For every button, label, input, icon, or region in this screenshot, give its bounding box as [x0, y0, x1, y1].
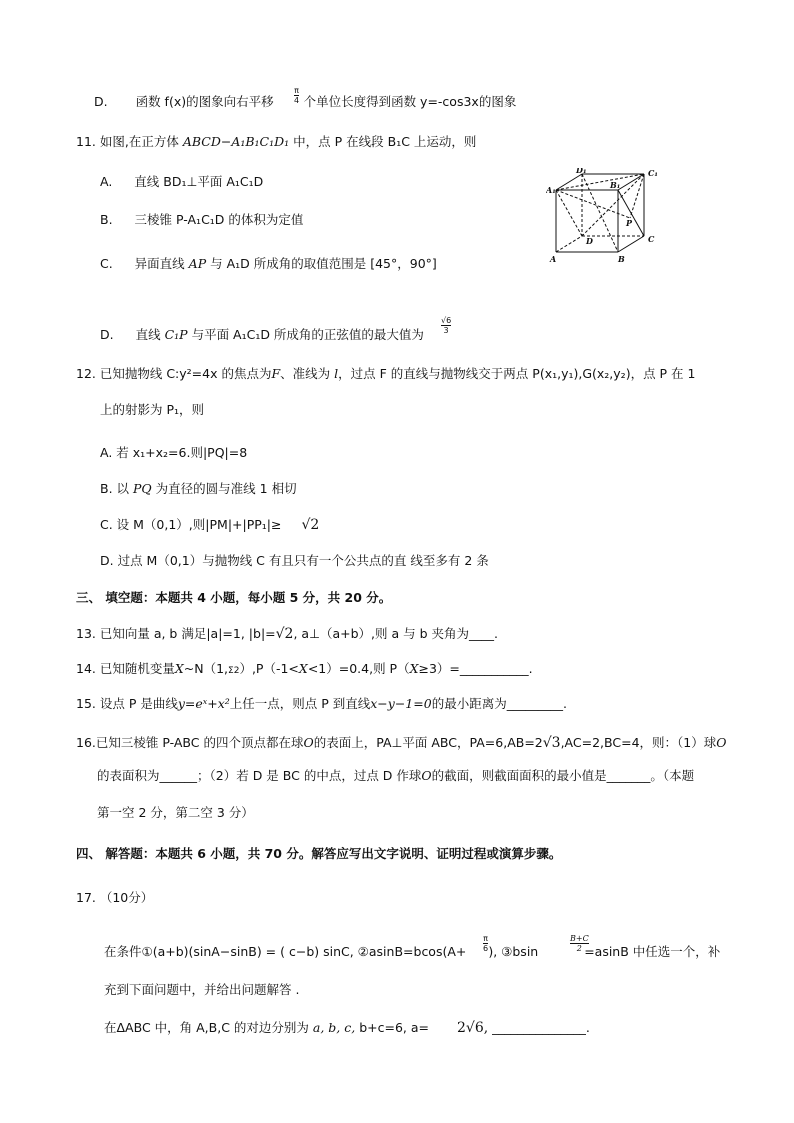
answer-blank: _________ [506, 696, 563, 711]
question-text-2: ~N（1, [183, 661, 229, 676]
q17-title: 17. （10分） [76, 890, 154, 905]
question-text-2: 上任一点，则点 P 到直线 [229, 696, 371, 711]
q17-pi-over-6 [483, 934, 488, 953]
question-text-3: ）,P（-1< [239, 661, 299, 676]
sigma-squared: Σ2 [228, 666, 240, 676]
question-text-2: 的表面上，PA⊥平面 ABC，PA=6,AB=2 [313, 735, 543, 750]
fraction-denominator: 6 [483, 944, 489, 953]
option-text-2: 个单位长度得到函数 y=-cos3x的图象 [303, 94, 517, 109]
question-text-4: 。（本题 [650, 768, 695, 783]
option-label: B. [100, 212, 113, 227]
question-text-3: ，过点 F 的直线与抛物线交于两点 P(x₁,y₁),G(x₂,y₂)，点 P 在 1 [338, 366, 696, 381]
question-text: 15. 设点 P 是曲线 [76, 696, 178, 711]
hidden-edge [556, 190, 630, 218]
fraction-numerator: B+C [570, 934, 589, 943]
q11-option-c [100, 256, 437, 272]
sphere-o: O [421, 768, 432, 783]
edge [556, 174, 582, 190]
question-text-2: ；（2）若 D 是 BC 的中点，过点 D 作球 [197, 768, 422, 783]
option-label: C. [100, 256, 113, 271]
question-text: 14. 已知随机变量 [76, 661, 175, 676]
section-3-heading: 三、 填空题：本题共 4 小题，每小题 5 分，共 20 分。 [76, 590, 392, 605]
segment-b1c [618, 190, 644, 236]
question-text-2: b+c=6, a= [359, 1020, 430, 1035]
q17-line2: 充到下面问题中，并给出问题解答 . [104, 982, 300, 997]
q13 [76, 626, 498, 642]
sphere-o: O [303, 735, 314, 750]
fraction-numerator: √6 [441, 316, 452, 325]
option-label: D. [100, 327, 114, 342]
q12-option-c [100, 517, 319, 533]
q12-stem-line2: 上的射影为 P₁，则 [100, 402, 205, 417]
edge [618, 236, 644, 252]
answer-blank-1: ______ [159, 768, 198, 783]
q12-stem [76, 366, 695, 382]
option-label: D. [94, 94, 108, 109]
hidden-edge [630, 174, 644, 218]
vertex-label: A [550, 254, 557, 264]
vertex-label: P [626, 218, 633, 228]
question-text-3: 的截面，则截面面积的最小值是 [431, 768, 607, 783]
q11-option-b [100, 212, 303, 228]
option-text: 三棱锥 P-A₁C₁D 的体积为定值 [134, 212, 304, 227]
q17-condition-line [104, 944, 720, 960]
question-text: 16.已知三棱锥 P-ABC 的四个顶点都在球 [76, 735, 304, 750]
question-text-3: ,AC=2,BC=4，则：（1）球 [560, 735, 717, 750]
answer-blank: ____ [469, 626, 494, 641]
option-label: A. [100, 174, 113, 189]
end-mark: . [494, 626, 498, 641]
option-text: 直线 [135, 327, 161, 342]
section-4-heading: 四、 解答题：本题共 6 小题，共 70 分。解答应写出文字说明、证明过程或演算步骤。 [76, 846, 562, 861]
q11-sqrt6-over-3 [441, 316, 451, 335]
vertex-label: C₁ [648, 168, 658, 178]
sqrt-2: √2 [275, 626, 294, 642]
vertex-label: A₁ [546, 185, 556, 195]
q16-line2 [97, 768, 694, 784]
sqrt-2: √2 [301, 517, 320, 533]
q12-option-b [100, 481, 297, 497]
option-text: C. 设 M（0,1）,则|PM|+|PP₁|≥ [100, 517, 282, 532]
question-text-3: 的最小距离为 [431, 696, 507, 711]
question-text: 在ΔABC 中，角 A,B,C 的对边分别为 [104, 1020, 309, 1035]
fraction-numerator: π [483, 934, 488, 943]
condition-text-2: ), ③bsin [488, 944, 539, 959]
random-variable: X [174, 661, 184, 676]
q10-pi-over-4 [294, 86, 299, 105]
hidden-edge [556, 190, 582, 236]
question-text: 13. 已知向量 a, b 满足|a|=1, |b|= [76, 626, 276, 641]
directrix-l: l [334, 366, 339, 381]
curve-equation: y=eˣ+x² [177, 696, 230, 711]
q11-option-d [100, 327, 424, 343]
option-text: B. 以 [100, 481, 130, 496]
option-text-2: 与 A₁D 所成角的取值范围是 [45°，90°] [210, 256, 437, 271]
answer-blank: _______________ [492, 1020, 586, 1035]
answer-blank: ___________ [459, 661, 529, 676]
q16-line1 [76, 735, 726, 751]
vertex-label: B [618, 254, 625, 264]
option-text: 直线 BD₁⊥平面 A₁C₁D [134, 174, 264, 189]
q11-stem [76, 134, 476, 150]
cube-figure [546, 168, 666, 268]
end-mark: . [528, 661, 533, 676]
q14 [76, 661, 533, 679]
random-variable: X [409, 661, 419, 676]
fraction-denominator: 2 [570, 943, 589, 953]
line-equation: x−y−1=0 [370, 696, 432, 711]
sqrt-3: √3 [542, 735, 561, 751]
q15 [76, 696, 567, 712]
condition-text: 在条件①(a+b)(sinA−sinB) = ( c−b) sinC, ②asinB=bcos(A+ [104, 944, 467, 959]
question-text-2: 、准线为 [280, 366, 331, 381]
q17-half-angle-fraction [570, 934, 589, 953]
cube-name: ABCD−A₁B₁C₁D₁ [182, 134, 290, 149]
sphere-o: O [716, 735, 727, 750]
focus-f: F [271, 366, 281, 381]
end-mark: . [562, 696, 567, 711]
fraction-denominator: 4 [294, 96, 300, 105]
two-sqrt-6: 2√6, [456, 1020, 489, 1036]
answer-blank-2: _______ [606, 768, 651, 783]
q17-line3 [104, 1020, 590, 1036]
fraction-denominator: 3 [441, 325, 451, 335]
question-text-2: 中，点 P 在线段 B₁C 上运动，则 [293, 134, 477, 149]
question-text: 的表面积为 [97, 768, 160, 783]
condition-text-3: =asinB 中任选一个，补 [584, 944, 721, 959]
vertex-label: D₁ [576, 168, 587, 175]
segment-pq: PQ [133, 481, 152, 496]
question-text-5: ≥3）= [418, 661, 460, 676]
segment-c1p: C₁P [164, 327, 188, 342]
vertex-label: C [648, 234, 655, 244]
option-text-2: 为直径的圆与准线 1 相切 [155, 481, 297, 496]
q11-option-a [100, 174, 263, 190]
option-text: 异面直线 [134, 256, 185, 271]
random-variable: X [298, 661, 308, 676]
segment-ap: AP [188, 256, 207, 271]
side-names: a, b, c, [312, 1020, 356, 1035]
vertex-label: B₁ [610, 180, 621, 190]
q12-option-a: A. 若 x₁+x₂=6.则|PQ|=8 [100, 445, 248, 460]
option-text: 函数 f(x)的图象向右平移 [135, 94, 274, 109]
q16-line3: 第一空 2 分，第二空 3 分） [97, 805, 254, 820]
question-text-4: <1）=0.4,则 P（ [307, 661, 410, 676]
question-text: 11. 如图,在正方体 [76, 134, 179, 149]
end-mark: . [585, 1020, 590, 1035]
q12-option-d: D. 过点 M（0,1）与抛物线 C 有且只有一个公共点的直 线至多有 2 条 [100, 553, 489, 568]
vertex-label: D [586, 236, 593, 246]
question-text-2: , a⊥（a+b）,则 a 与 b 夹角为 [293, 626, 469, 641]
option-text-2: 与平面 A₁C₁D 所成角的正弦值的最大值为 [191, 327, 424, 342]
q10-option-d [94, 94, 516, 110]
hidden-edge [556, 236, 582, 252]
question-text: 12. 已知抛物线 C:y²=4x 的焦点为 [76, 366, 272, 381]
fraction-numerator: π [294, 86, 299, 95]
